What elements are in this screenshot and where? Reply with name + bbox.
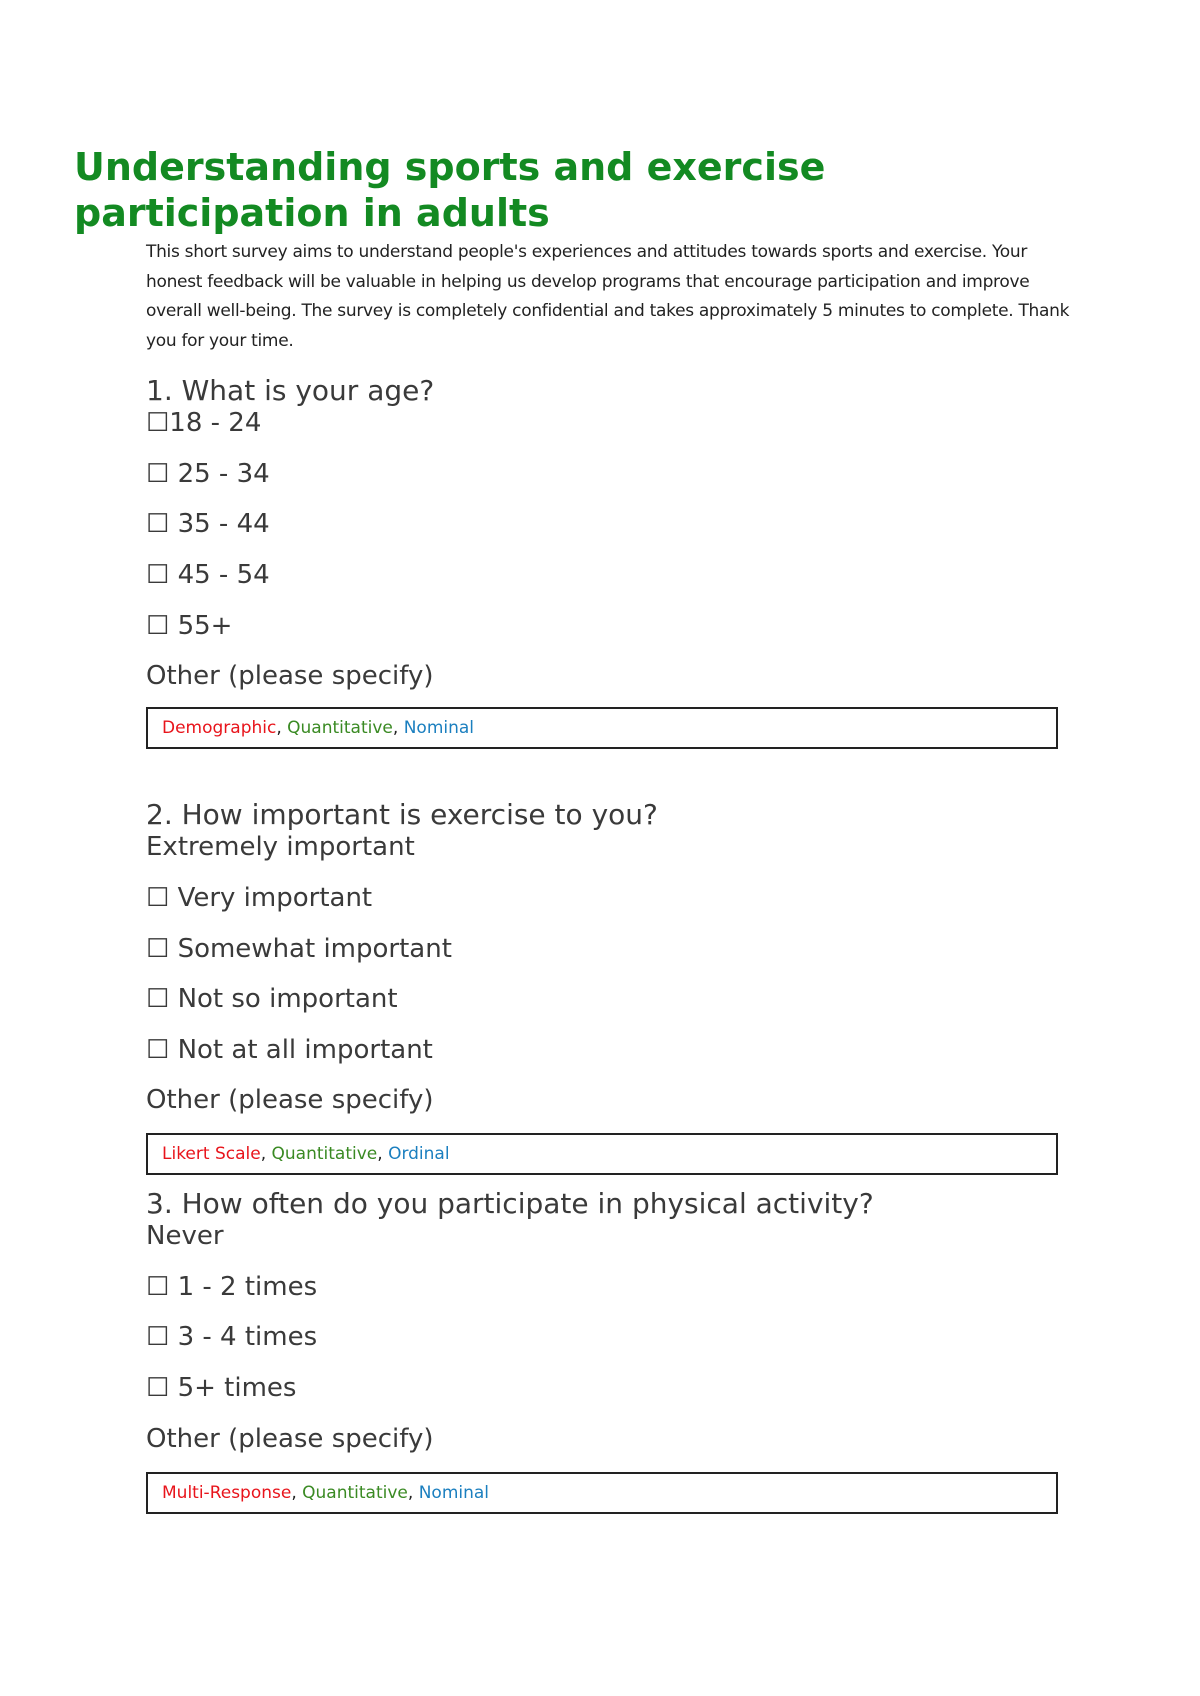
question-label: 1. What is your age? [146, 374, 435, 407]
tag-quantitative: Quantitative [302, 1483, 408, 1503]
other-specify-label: Other (please specify) [146, 1085, 434, 1115]
intro-paragraph: This short survey aims to understand people's experiences and attitudes towards sports and exercise. Your honest feedback will be valuable in helping us develop programs that encourage participation and improve overall well-being. The survey is completely confidential and takes approximately 5 minutes to complete. Thank you for your time. [146, 242, 1070, 351]
question-label: 3. How often do you participate in physical activity? [146, 1187, 874, 1220]
option-checkbox[interactable]: ☐ 1 - 2 times [146, 1272, 318, 1302]
option-checkbox[interactable]: Extremely important [146, 832, 415, 862]
option-checkbox[interactable]: ☐ Not at all important [146, 1035, 433, 1065]
option-checkbox[interactable]: ☐ 25 - 34 [146, 459, 270, 489]
option-checkbox[interactable]: ☐ 55+ [146, 611, 233, 641]
tag-quantitative: Quantitative [287, 718, 393, 738]
tag-scale: Ordinal [388, 1144, 450, 1164]
question-1 [146, 374, 1146, 738]
option-checkbox[interactable]: ☐ 45 - 54 [146, 560, 270, 590]
tag-type: Likert Scale [162, 1144, 261, 1164]
option-checkbox[interactable]: ☐18 - 24 [146, 408, 262, 438]
other-specify-label: Other (please specify) [146, 661, 434, 691]
tag-separator: , [291, 1483, 303, 1503]
option-checkbox[interactable]: Never [146, 1221, 224, 1251]
question-3 [146, 1187, 1146, 1503]
tag-type: Multi-Response [162, 1483, 292, 1503]
tag-scale: Nominal [418, 1483, 490, 1503]
option-checkbox[interactable]: ☐ 3 - 4 times [146, 1322, 318, 1352]
tag-type: Demographic [162, 718, 277, 738]
tag-separator: , [392, 718, 404, 738]
tag-scale: Nominal [403, 718, 475, 738]
tag-separator: , [407, 1483, 419, 1503]
tag-quantitative: Quantitative [271, 1144, 378, 1164]
document-title: Understanding sports and exercise participation in adults [74, 145, 826, 235]
option-checkbox[interactable]: ☐ Very important [146, 883, 373, 913]
option-checkbox[interactable]: ☐ 35 - 44 [146, 509, 270, 539]
tag-separator: , [377, 1144, 389, 1164]
question-2 [146, 798, 1146, 1164]
tag-separator: , [260, 1144, 272, 1164]
classification-box[interactable] [146, 707, 1058, 749]
other-specify-label: Other (please specify) [146, 1424, 434, 1454]
classification-box[interactable] [146, 1472, 1058, 1514]
tag-separator: , [276, 718, 288, 738]
option-checkbox[interactable]: ☐ Somewhat important [146, 934, 452, 964]
option-checkbox[interactable]: ☐ 5+ times [146, 1373, 297, 1403]
option-checkbox[interactable]: ☐ Not so important [146, 984, 398, 1014]
question-label: 2. How important is exercise to you? [146, 798, 658, 831]
classification-box[interactable] [146, 1133, 1058, 1175]
